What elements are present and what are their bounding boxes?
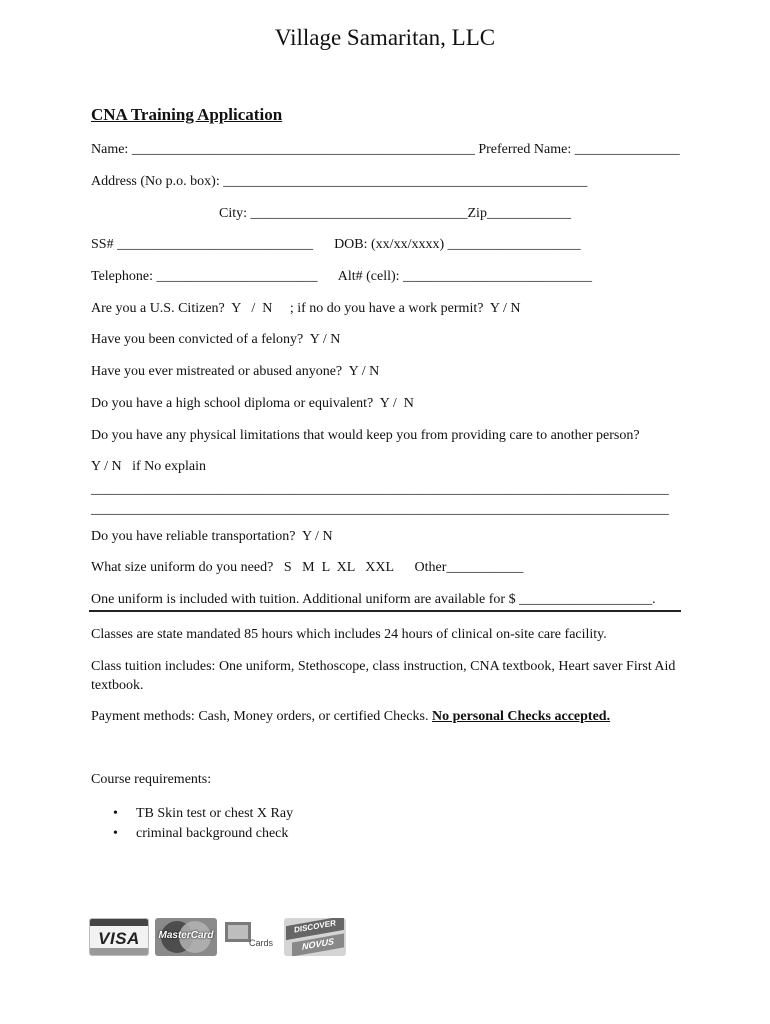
no-personal-checks: No personal Checks accepted.: [431, 709, 611, 724]
requirements-label: Course requirements:: [91, 772, 212, 787]
ss-dob-field[interactable]: SS# ____________________________ DOB: (xx/xx/xxxx) ___________________: [91, 237, 581, 252]
citizen-question[interactable]: Are you a U.S. Citizen? Y / N ; if no do you have a work permit? Y / N: [91, 301, 521, 316]
telephone-field[interactable]: Telephone: _______________________ Alt# (cell): ___________________________: [91, 269, 593, 284]
bullet-icon: •: [113, 806, 118, 821]
address-field[interactable]: Address (No p.o. box): ____________________________________________________: [91, 174, 588, 189]
discover-logo-text: DISCOVER: [294, 918, 336, 935]
uniform-note[interactable]: One uniform is included with tuition. Additional uniform are available for $ ___________________.: [91, 592, 656, 607]
explain-line-1[interactable]: _____________________________________________________________________________________: [91, 481, 669, 496]
form-title: CNA Training Application: [91, 105, 283, 124]
explain-line-2[interactable]: _____________________________________________________________________________________: [91, 501, 669, 516]
mastercard-logo: [155, 918, 217, 956]
bullet-icon: •: [113, 826, 118, 841]
amex-logo-text: Cards: [249, 938, 274, 948]
novus-logo-text: NOVUS: [301, 936, 334, 952]
city-zip-field[interactable]: City: _______________________________Zip____________: [219, 206, 571, 221]
visa-logo: [89, 918, 149, 956]
limitations-question: Do you have any physical limitations that would keep you from providing care to another person?: [91, 428, 640, 443]
diploma-question[interactable]: Do you have a high school diploma or equivalent? Y / N: [91, 396, 414, 411]
mastercard-logo-text: MasterCard: [158, 930, 214, 941]
payment-methods-text: Payment methods: Cash, Money orders, or certified Checks.: [91, 709, 432, 724]
uniform-size-question[interactable]: What size uniform do you need? S M L XL XXL Other___________: [91, 560, 524, 575]
abuse-question[interactable]: Have you ever mistreated or abused anyone? Y / N: [91, 364, 380, 379]
hours-info: Classes are state mandated 85 hours which includes 24 hours of clinical on-site care facility.: [91, 627, 607, 642]
felony-question[interactable]: Have you been convicted of a felony? Y / N: [91, 332, 341, 347]
name-field[interactable]: Name: _________________________________________________ Preferred Name: _______________: [91, 142, 680, 157]
accepted-cards: [89, 918, 346, 956]
tuition-info-line-1: Class tuition includes: One uniform, Stethoscope, class instruction, CNA textbook, Heart saver First Aid: [91, 659, 676, 674]
requirement-item: criminal background check: [136, 826, 289, 841]
tuition-info-line-2: textbook.: [91, 678, 144, 693]
company-name: Village Samaritan, LLC: [274, 25, 496, 50]
discover-logo: [284, 918, 346, 956]
section-divider: [89, 610, 681, 612]
limitations-answer[interactable]: Y / N if No explain: [91, 459, 206, 474]
visa-logo-text: VISA: [98, 929, 140, 948]
payment-methods: [91, 709, 610, 725]
amex-logo: [223, 918, 278, 956]
requirement-item: TB Skin test or chest X Ray: [136, 806, 294, 821]
transport-question[interactable]: Do you have reliable transportation? Y / N: [91, 529, 333, 544]
